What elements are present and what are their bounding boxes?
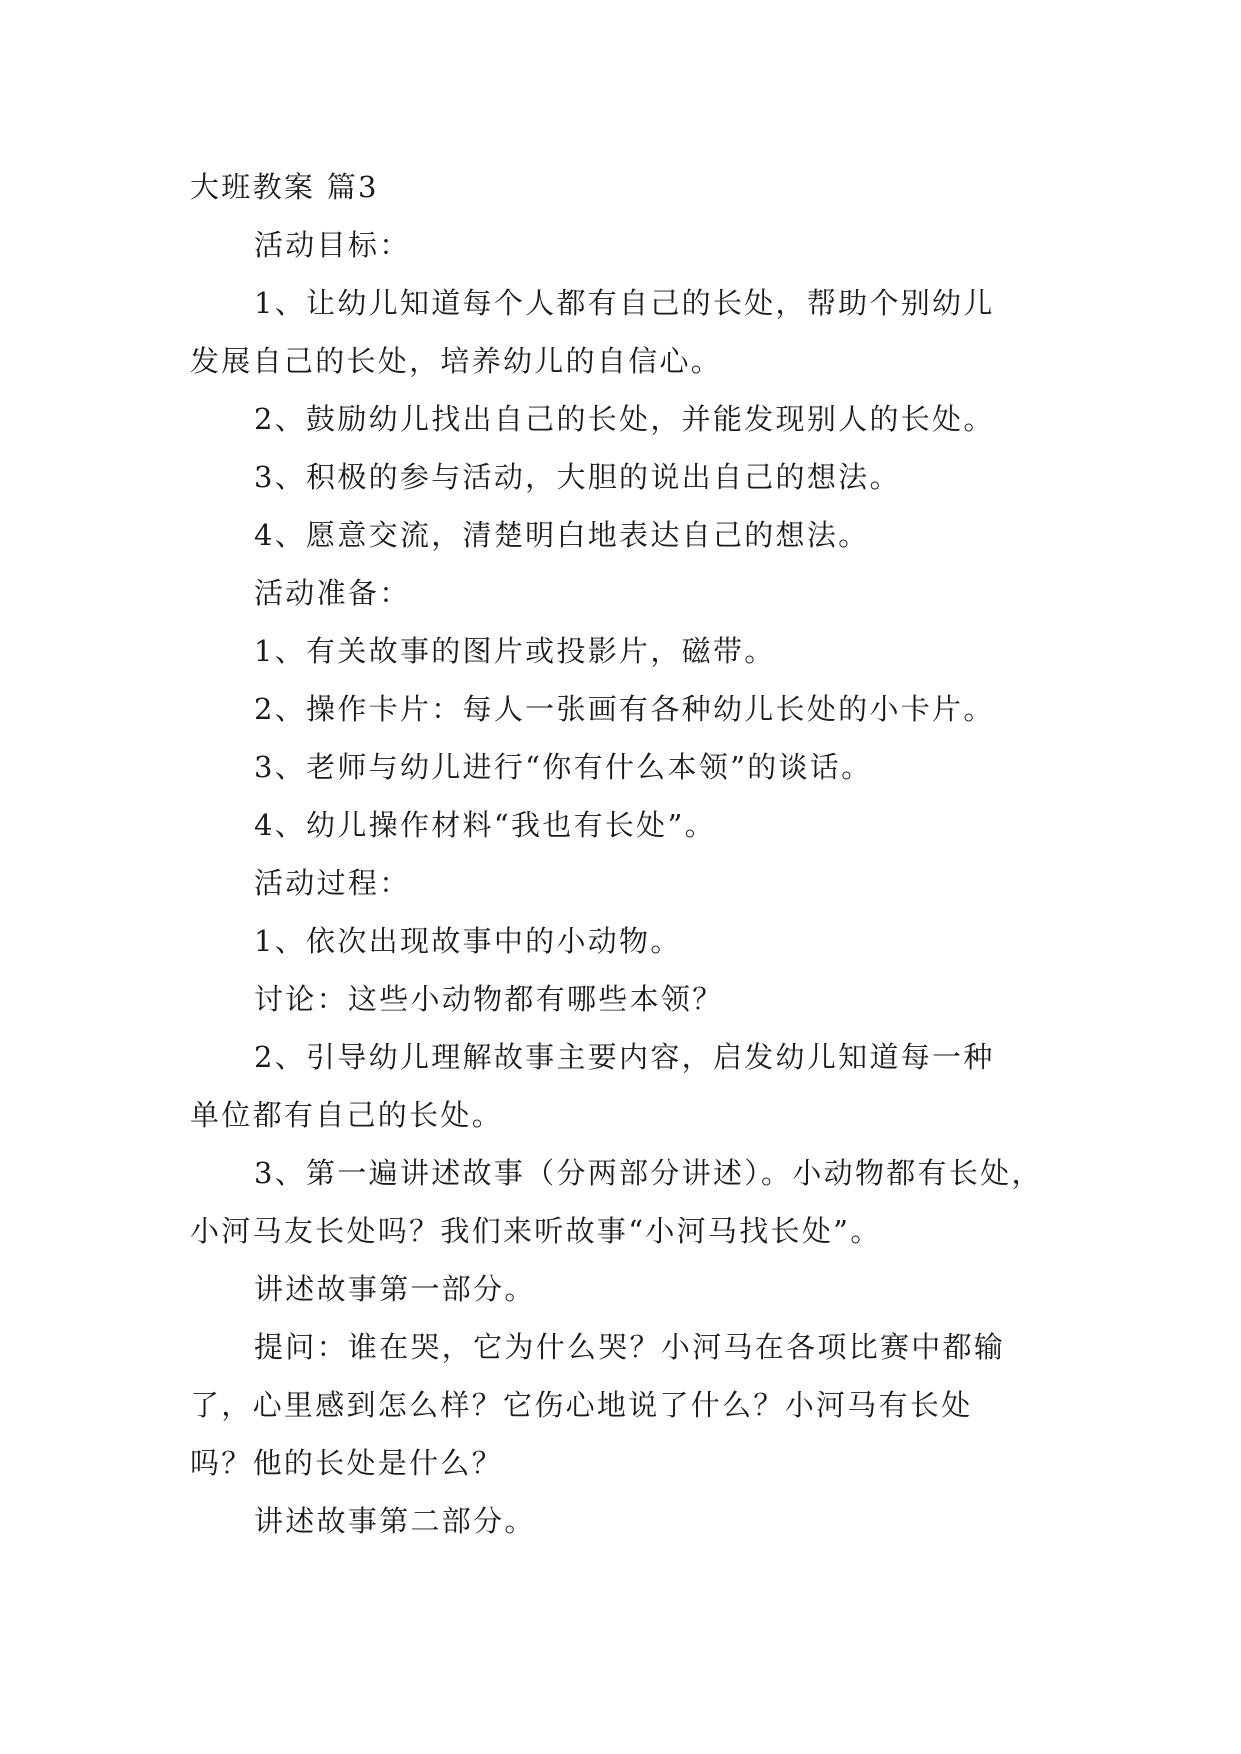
paragraph-line: 2、鼓励幼儿找出自己的长处，并能发现别人的长处。 [254, 402, 995, 436]
paragraph-line: 讨论：这些小动物都有哪些本领？ [254, 982, 724, 1016]
document-title: 大班教案 篇3 [190, 170, 379, 204]
paragraph-line: 4、幼儿操作材料“我也有长处”。 [254, 808, 716, 842]
paragraph-line: 了，心里感到怎么样？它伤心地说了什么？小河马有长处 [190, 1388, 973, 1422]
section-heading-goals: 活动目标： [254, 228, 411, 262]
paragraph-line: 吗？他的长处是什么？ [190, 1446, 504, 1480]
paragraph-line: 单位都有自己的长处。 [190, 1098, 504, 1132]
paragraph-line: 小河马友长处吗？我们来听故事“小河马找长处”。 [190, 1214, 882, 1248]
paragraph-line: 3、老师与幼儿进行“你有什么本领”的谈话。 [254, 750, 873, 784]
paragraph-line: 1、有关故事的图片或投影片，磁带。 [254, 634, 776, 668]
paragraph-line: 2、引导幼儿理解故事主要内容，启发幼儿知道每一种 [254, 1040, 995, 1074]
paragraph-line: 1、依次出现故事中的小动物。 [254, 924, 682, 958]
paragraph-line: 发展自己的长处，培养幼儿的自信心。 [190, 344, 723, 378]
paragraph-line: 1、让幼儿知道每个人都有自己的长处，帮助个别幼儿 [254, 286, 995, 320]
paragraph-line: 3、第一遍讲述故事（分两部分讲述）。小动物都有长处， [254, 1156, 1043, 1190]
paragraph-line: 4、愿意交流，清楚明白地表达自己的想法。 [254, 518, 870, 552]
paragraph-line: 3、积极的参与活动，大胆的说出自己的想法。 [254, 460, 901, 494]
paragraph-line: 讲述故事第一部分。 [254, 1272, 536, 1306]
paragraph-line: 讲述故事第二部分。 [254, 1504, 536, 1538]
paragraph-line: 提问：谁在哭，它为什么哭？小河马在各项比赛中都输 [254, 1330, 1006, 1364]
document-body [190, 158, 1052, 1550]
paragraph-line: 2、操作卡片：每人一张画有各种幼儿长处的小卡片。 [254, 692, 995, 726]
section-heading-process: 活动过程： [254, 866, 411, 900]
section-heading-preparation: 活动准备： [254, 576, 411, 610]
